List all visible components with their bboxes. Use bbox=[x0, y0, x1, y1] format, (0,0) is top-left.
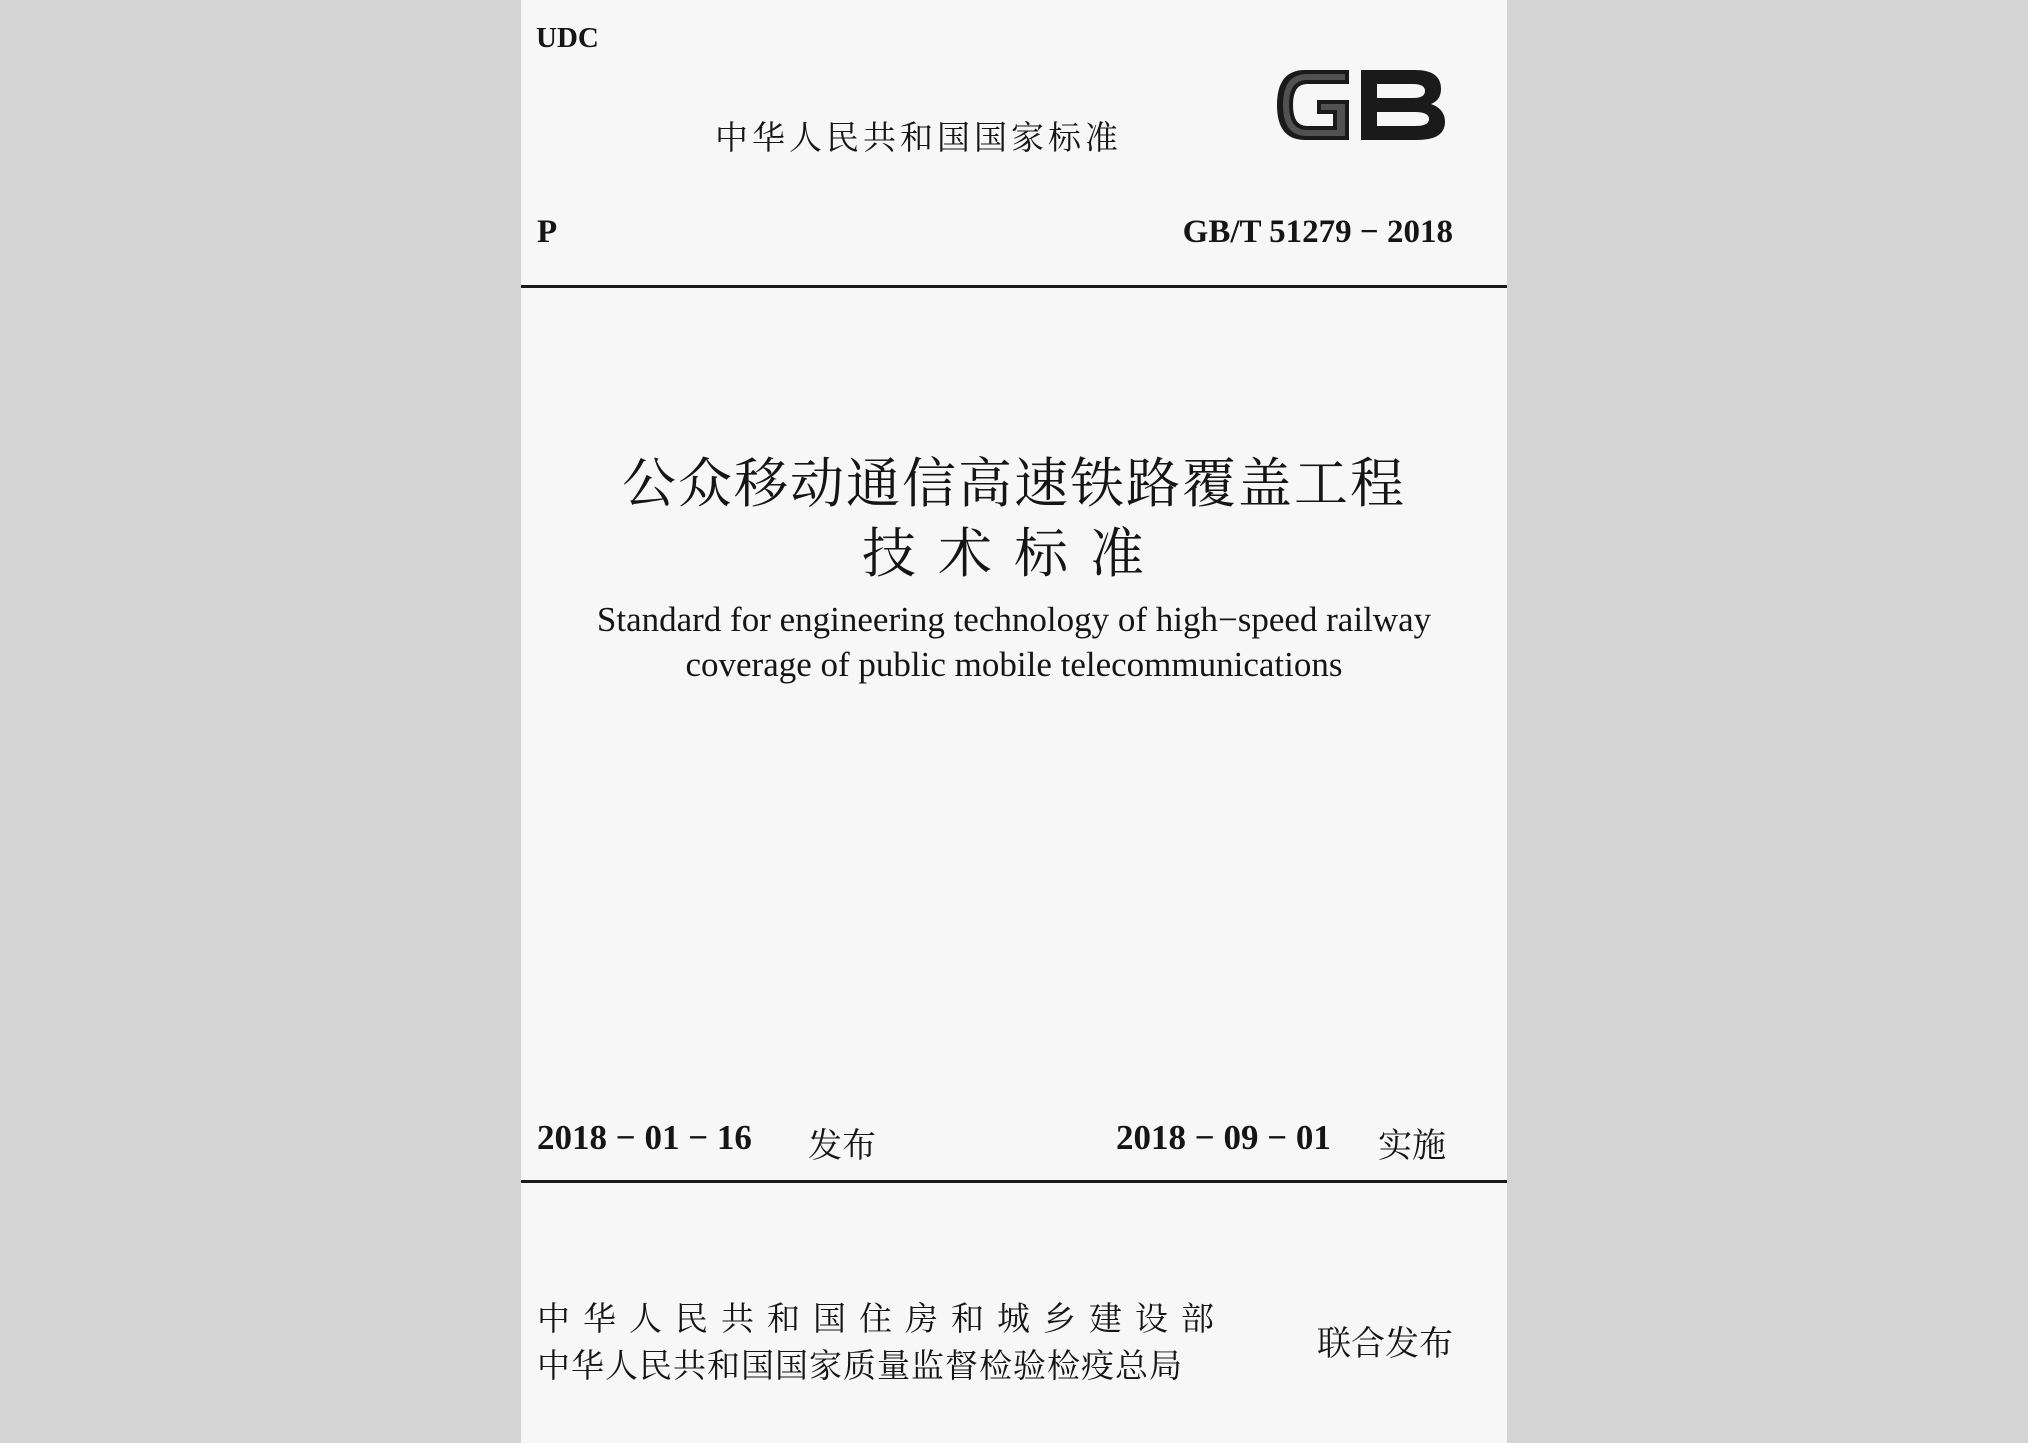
issue-date: 2018 − 01 − 16 bbox=[537, 1118, 752, 1157]
national-standard-heading: 中华人民共和国国家标准 bbox=[715, 118, 1122, 157]
standard-cover-page bbox=[521, 0, 1507, 1443]
issue-label: 发布 bbox=[808, 1126, 876, 1166]
implementation-date: 2018 − 09 − 01 bbox=[1116, 1118, 1331, 1157]
issuer-quality-supervision: 中华人民共和国国家质量监督检验检疫总局 bbox=[537, 1346, 1183, 1385]
gb-logo-icon bbox=[1265, 56, 1453, 154]
implementation-label: 实施 bbox=[1378, 1126, 1446, 1166]
title-chinese-line-1: 公众移动通信高速铁路覆盖工程 bbox=[622, 454, 1406, 514]
top-divider bbox=[521, 285, 1507, 288]
title-english-line-1: Standard for engineering technology of high−speed railway bbox=[596, 600, 1432, 639]
title-english-line-2: coverage of public mobile telecommunications bbox=[685, 645, 1343, 684]
joint-release-label: 联合发布 bbox=[1317, 1324, 1453, 1364]
issuer-ministry-housing: 中华人民共和国住房和城乡建设部 bbox=[537, 1299, 1227, 1338]
udc-label: UDC bbox=[536, 22, 599, 54]
bottom-divider bbox=[521, 1180, 1507, 1183]
classification-code: P bbox=[537, 214, 558, 250]
standard-number: GB/T 51279 − 2018 bbox=[1182, 214, 1453, 250]
title-chinese-line-2: 技术标准 bbox=[862, 524, 1166, 584]
